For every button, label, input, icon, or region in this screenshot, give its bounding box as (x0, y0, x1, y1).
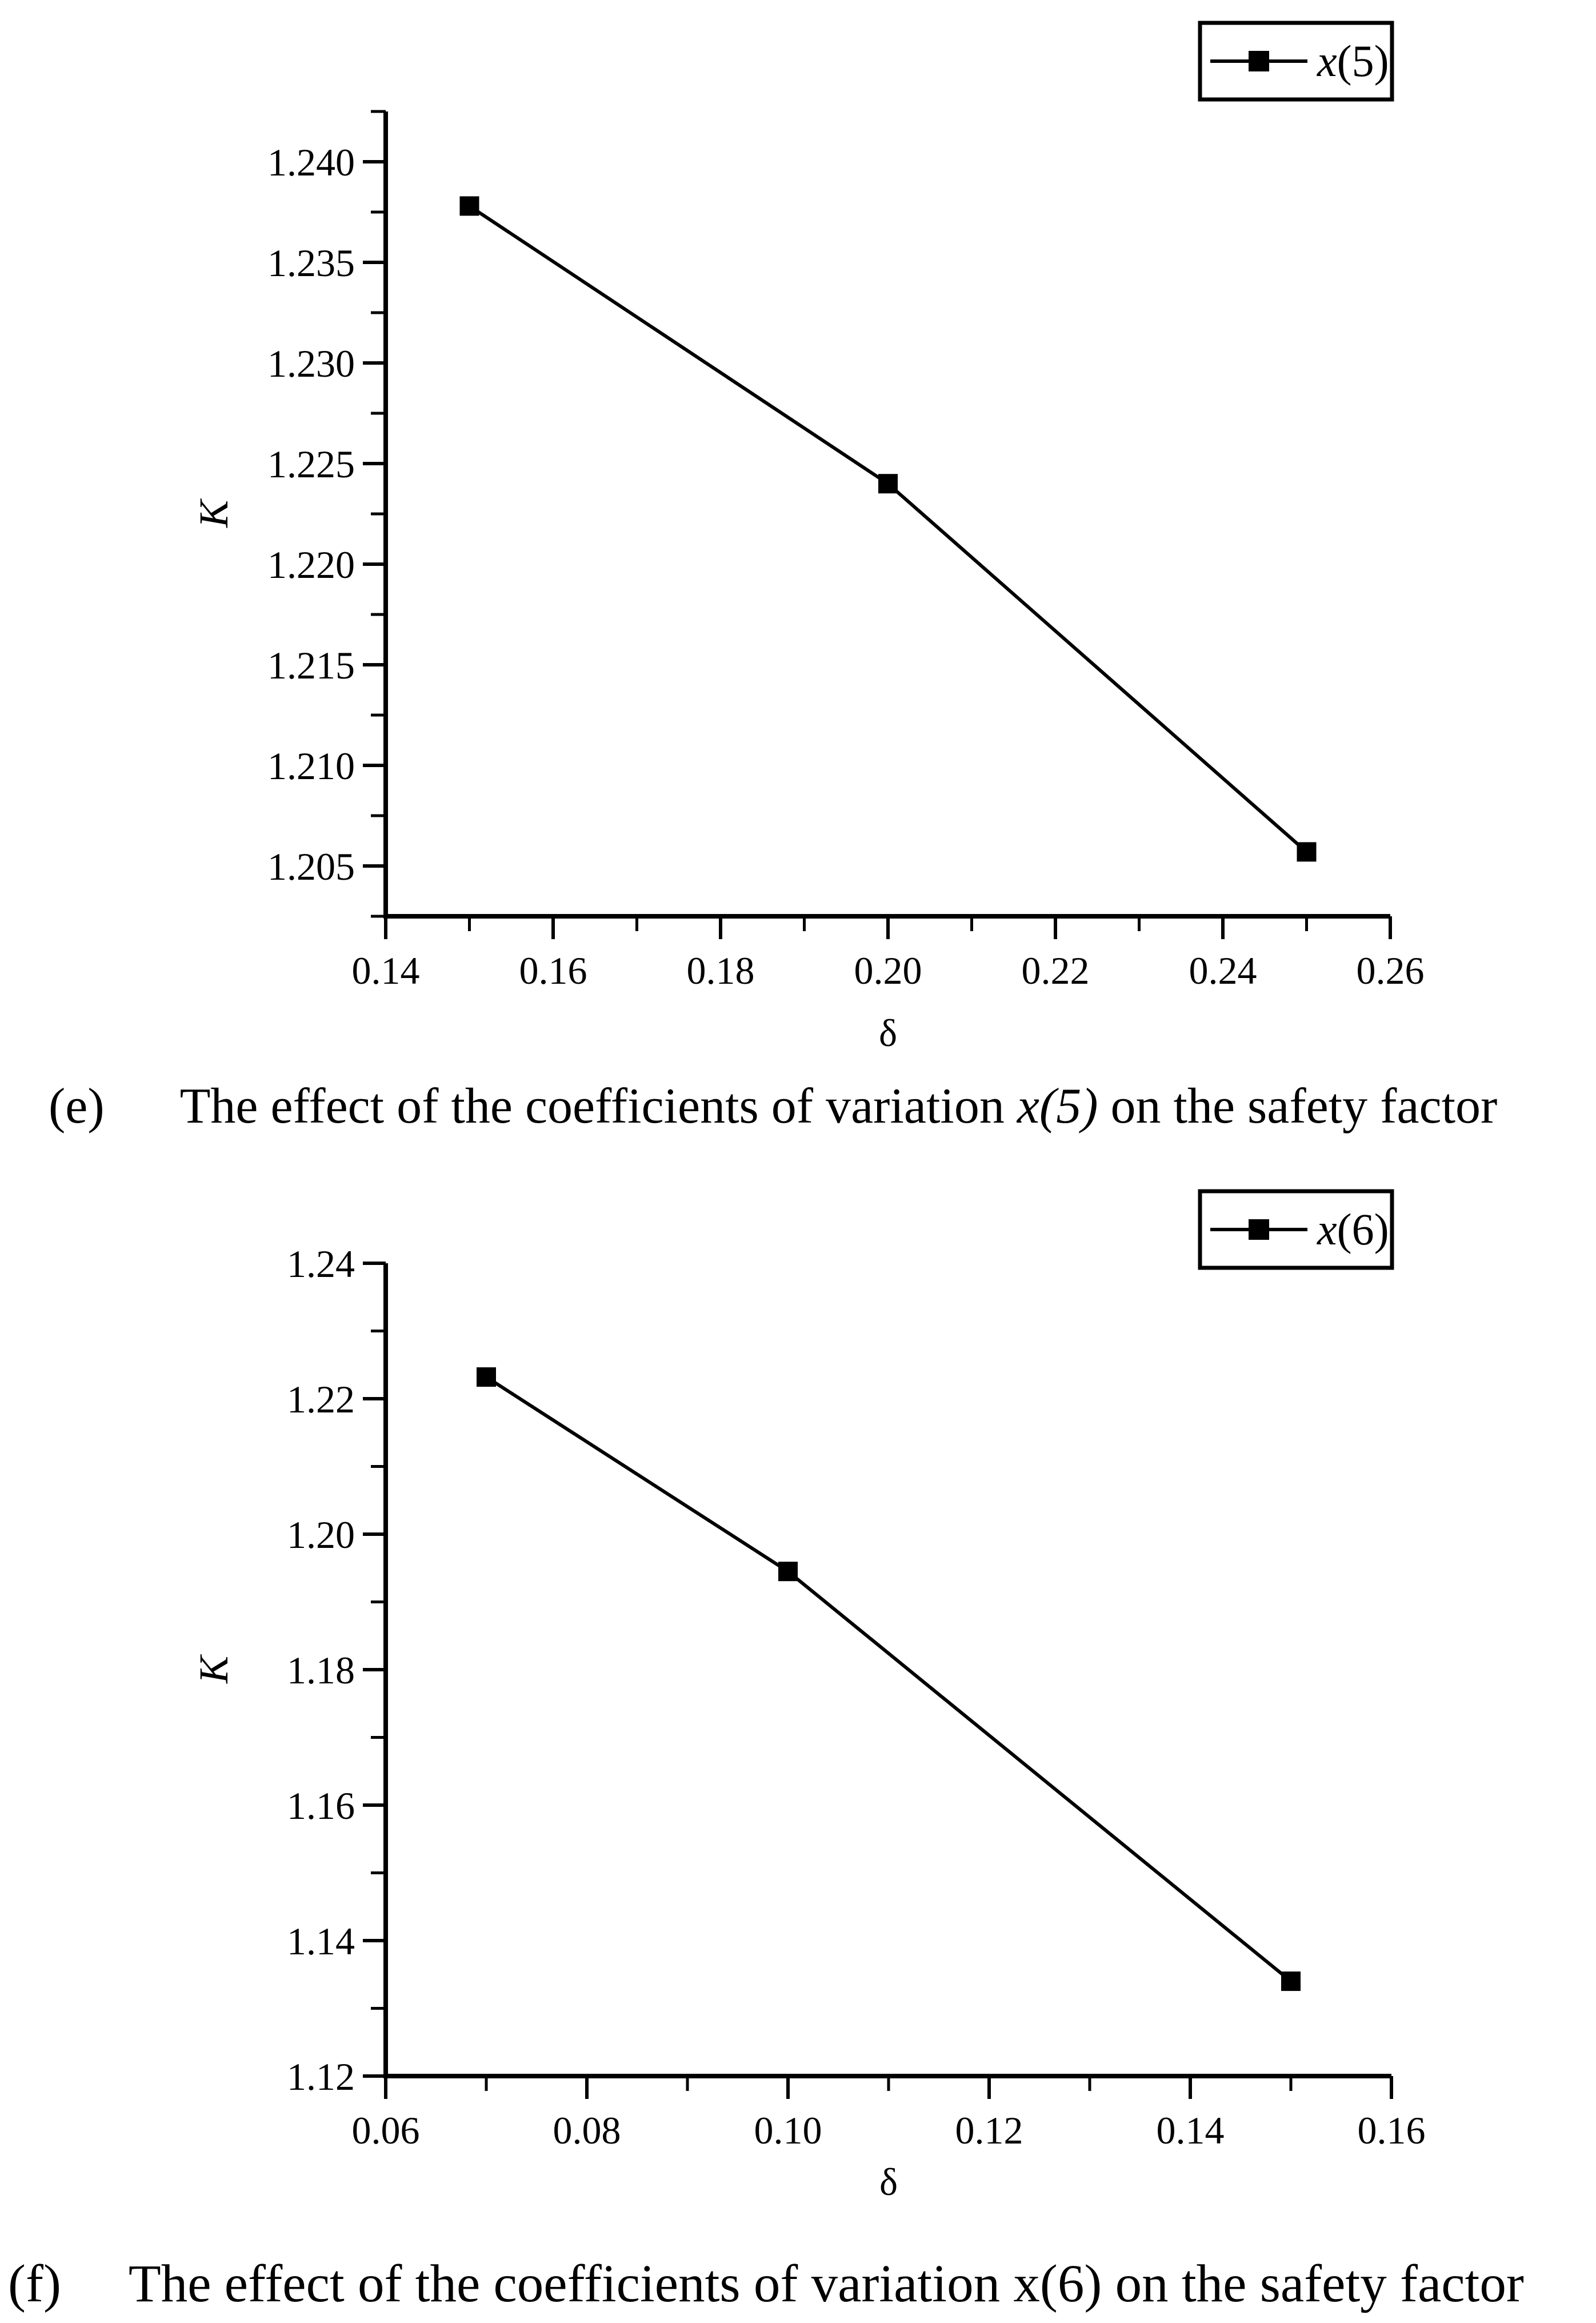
caption-e (0, 1077, 1596, 1135)
y-tick-label: 1.24 (287, 1242, 355, 1286)
caption-e-text (180, 1077, 1498, 1135)
y-tick-label: 1.22 (287, 1377, 355, 1421)
legend-label: x(6) (1317, 1204, 1389, 1254)
series-line (470, 206, 1307, 852)
x-axis-title: δ (878, 1011, 898, 1055)
x-tick-label: 0.12 (955, 2109, 1023, 2152)
x-tick-label: 0.26 (1356, 949, 1425, 992)
chart-e-plot (0, 0, 1596, 1132)
x-tick-label: 0.20 (854, 949, 922, 992)
y-tick-label: 1.240 (267, 140, 355, 184)
x-tick-label: 0.22 (1021, 949, 1090, 992)
legend (1200, 23, 1392, 99)
caption-f-text (129, 2253, 1524, 2314)
x-axis-title: δ (879, 2160, 898, 2204)
x-tick-label: 0.16 (519, 949, 587, 992)
x-tick-label: 0.14 (1156, 2109, 1225, 2152)
y-tick-label: 1.16 (287, 1783, 355, 1827)
chart-f-plot (0, 1166, 1596, 2252)
y-tick-label: 1.20 (287, 1512, 355, 1556)
y-tick-label: 1.215 (267, 643, 355, 687)
data-point-marker (1297, 842, 1317, 861)
data-point-marker (1281, 1971, 1301, 1991)
y-tick-label: 1.235 (267, 241, 355, 285)
series-line (486, 1377, 1291, 1981)
y-tick-label: 1.12 (287, 2054, 355, 2098)
caption-f-suffix: on the safety factor (1102, 2254, 1524, 2313)
legend-label: x(5) (1317, 36, 1389, 86)
y-tick-label: 1.210 (267, 744, 355, 788)
caption-f-prefix: The effect of the coefficients of variation (128, 2254, 1014, 2313)
caption-e-prefix: The effect of the coefficients of variation (179, 1079, 1017, 1134)
chart-e-svg (0, 0, 1596, 1132)
data-point-marker (878, 474, 898, 493)
y-tick-label: 1.225 (267, 442, 355, 486)
x-tick-label: 0.10 (754, 2109, 822, 2152)
data-point-marker (778, 1562, 798, 1581)
x-tick-label: 0.18 (686, 949, 755, 992)
data-point-marker (477, 1367, 496, 1387)
data-point-marker (460, 196, 479, 215)
caption-e-label: (e) (49, 1079, 105, 1134)
x-tick-label: 0.24 (1189, 949, 1257, 992)
x-tick-label: 0.14 (351, 949, 420, 992)
legend-marker (1249, 1219, 1269, 1240)
x-tick-label: 0.16 (1357, 2109, 1426, 2152)
legend-marker (1249, 51, 1269, 71)
y-axis-title: K (191, 1655, 237, 1684)
caption-f (0, 2253, 1596, 2314)
caption-e-variable: x(5) (1017, 1079, 1098, 1134)
y-axis-title: K (191, 500, 237, 528)
x-tick-label: 0.06 (351, 2109, 420, 2152)
x-tick-label: 0.08 (553, 2109, 621, 2152)
y-tick-label: 1.14 (287, 1919, 355, 1963)
legend (1200, 1191, 1392, 1268)
y-tick-label: 1.18 (287, 1648, 355, 1692)
y-tick-label: 1.230 (267, 341, 355, 385)
caption-f-label: (f) (8, 2254, 61, 2313)
caption-f-variable: x(6) (1013, 2254, 1102, 2313)
y-tick-label: 1.220 (267, 542, 355, 586)
chart-f-svg (0, 1166, 1596, 2252)
caption-e-suffix: on the safety factor (1098, 1079, 1498, 1134)
y-tick-label: 1.205 (267, 844, 355, 888)
